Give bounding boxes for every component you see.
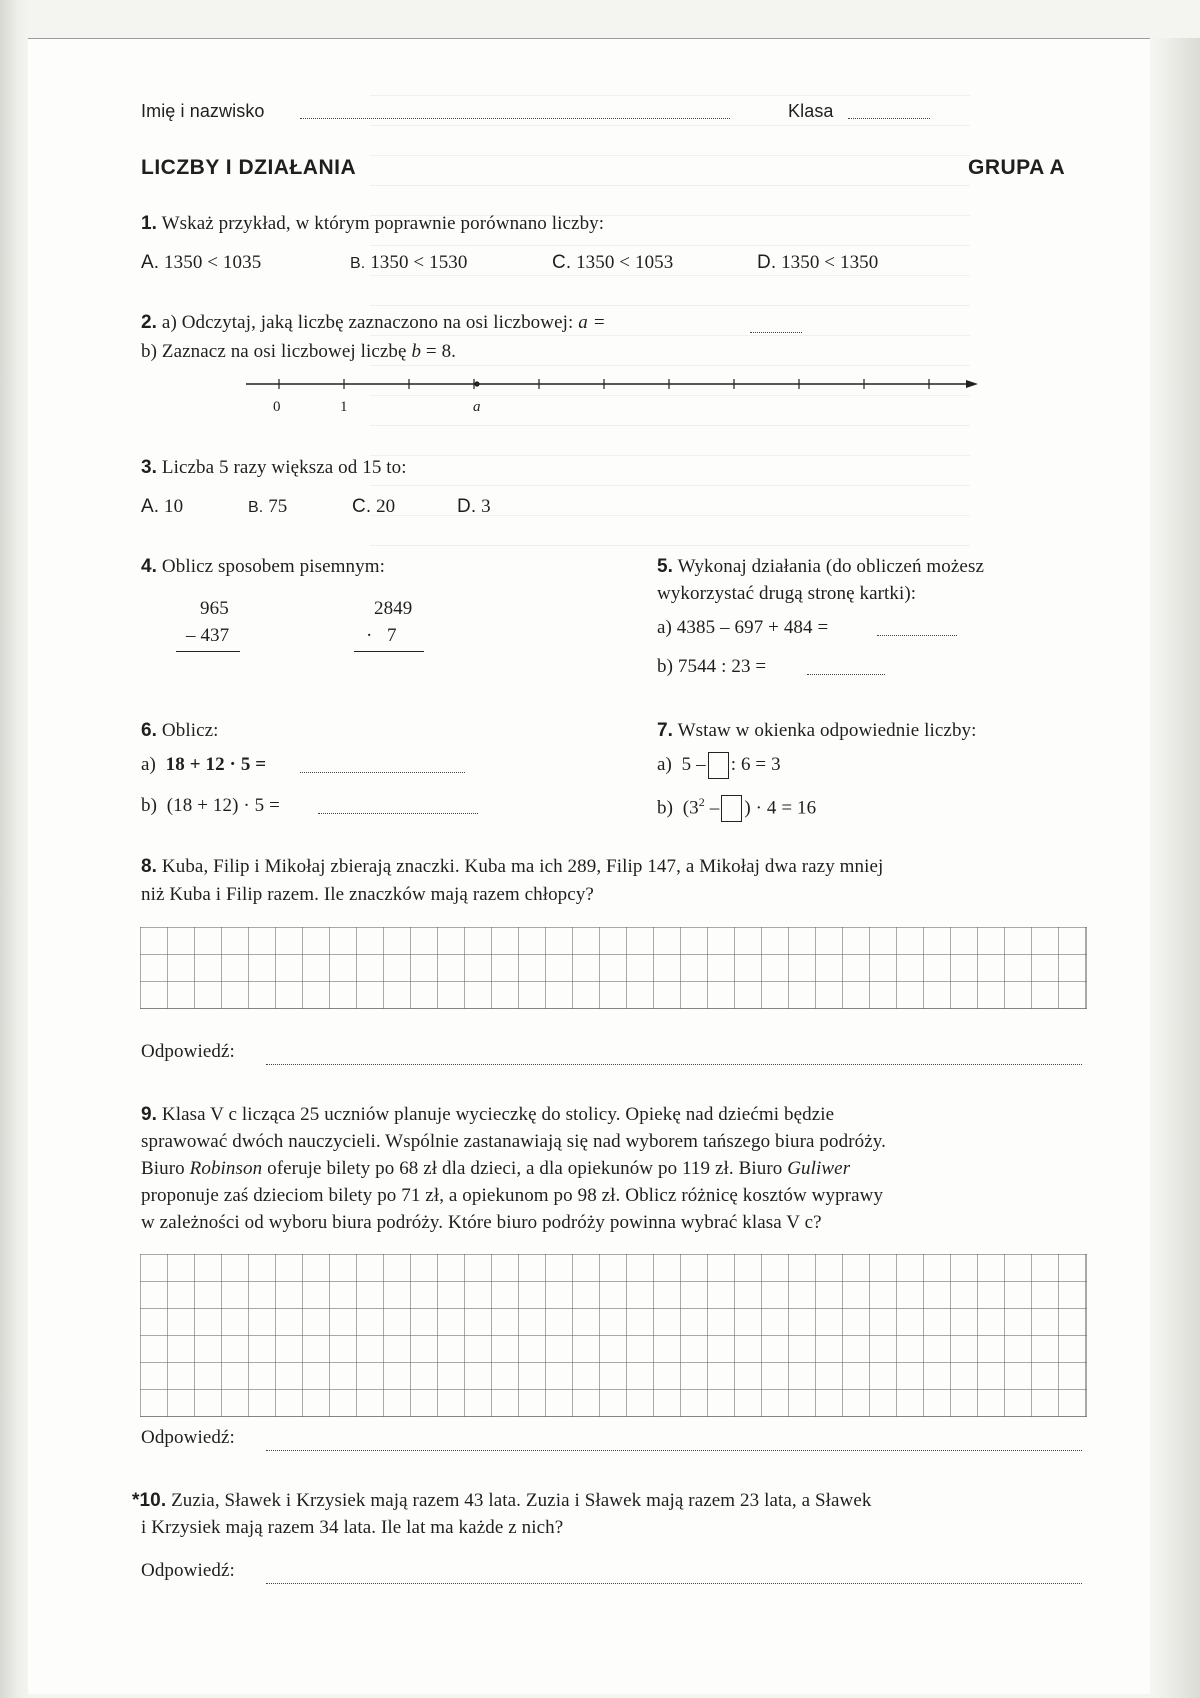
q6-expression-b: b) (18 + 12) · 5 = [141, 795, 280, 816]
q7-equation-b: b) ($3^2$ – ) · 4 = 16 [657, 795, 816, 822]
question-2a: 2. a) Odczytaj, jaką liczbę zaznaczono na osi liczbowej: a = [141, 312, 606, 333]
name-label: Imię i nazwisko [141, 101, 265, 121]
q3-option-d[interactable]: D. 3 [457, 496, 491, 517]
q1-option-d[interactable]: D. 1350 < 1350 [757, 252, 879, 273]
page-edge-shadow [1150, 38, 1200, 1698]
page-title: LICZBY I DZIAŁANIA [141, 156, 357, 179]
question-9-line2: sprawować dwóch nauczycieli. Wspólnie zastanawiają się nad wyborem tańszego biura podróży. [141, 1131, 886, 1152]
q1-option-b[interactable]: B. 1350 < 1530 [350, 252, 468, 273]
q5-answer-b-field[interactable] [807, 660, 885, 675]
q2-answer-field[interactable] [750, 318, 802, 333]
question-8-line1: 8. Kuba, Filip i Mikołaj zbierają znaczki. Kuba ma ich 289, Filip 147, a Mikołaj dwa razy mniej [141, 856, 884, 877]
question-6: 6. Oblicz: [141, 720, 219, 741]
q9-working-grid[interactable] [140, 1254, 1087, 1417]
q10-answer-label: Odpowiedź: [141, 1560, 235, 1581]
subtraction-top: 965 [200, 598, 229, 619]
q5-answer-a-field[interactable] [877, 621, 957, 636]
question-9-line3: Biuro Robinson oferuje bilety po 68 zł dla dzieci, a dla opiekunów po 119 zł. Biuro Guliwer [141, 1158, 851, 1179]
axis-label-1: 1 [340, 399, 348, 415]
q3-option-b[interactable]: B. 75 [248, 496, 288, 517]
class-field[interactable] [848, 104, 930, 119]
multiplication-line [354, 651, 424, 652]
multiplication-result-field[interactable] [354, 656, 424, 678]
multiplication-bottom: · 7 [366, 625, 397, 646]
question-5-line1: 5. Wykonaj działania (do obliczeń możesz [657, 556, 984, 577]
multiplication-top: 2849 [374, 598, 413, 619]
axis-label-a: a [473, 399, 481, 415]
q7-box-b[interactable] [721, 795, 742, 822]
q6-answer-a-field[interactable] [300, 758, 465, 773]
q1-option-c[interactable]: C. 1350 < 1053 [552, 252, 674, 273]
q7-equation-a: a) 5 – : 6 = 3 [657, 752, 781, 779]
q1-option-a[interactable]: A. 1350 < 1035 [141, 252, 262, 273]
question-5-line2: wykorzystać drugą stronę kartki): [657, 583, 917, 604]
axis-label-0: 0 [273, 399, 281, 415]
question-8-line2: niż Kuba i Filip razem. Ile znaczków mają razem chłopcy? [141, 884, 594, 905]
q5-expression-b: b) 7544 : 23 = [657, 656, 767, 677]
question-text: Wskaż przykład, w którym poprawnie porównano liczby: [161, 213, 605, 234]
q3-option-c[interactable]: C. 20 [352, 496, 396, 517]
group-label: GRUPA A [968, 156, 1066, 179]
subtraction-result-field[interactable] [176, 656, 240, 678]
q7-box-a[interactable] [708, 752, 729, 779]
q8-answer-field[interactable] [266, 1050, 1082, 1065]
class-label: Klasa [788, 101, 834, 121]
subtraction-bottom: – 437 [186, 625, 230, 646]
q10-answer-field[interactable] [266, 1569, 1082, 1584]
question-3: 3. Liczba 5 razy większa od 15 to: [141, 457, 407, 478]
question-9-line5: w zależności od wyboru biura podróży. Które biuro podróży powinna wybrać klasa V c? [141, 1212, 822, 1233]
q6-expression-a: a) 18 + 12 · 5 = [141, 754, 267, 775]
number-line[interactable] [240, 372, 985, 396]
name-field[interactable] [300, 104, 730, 119]
q6-answer-b-field[interactable] [318, 799, 478, 814]
question-10-line2: i Krzysiek mają razem 34 lata. Ile lat ma każde z nich? [141, 1517, 564, 1538]
question-number: 1. [141, 213, 158, 234]
q9-answer-label: Odpowiedź: [141, 1427, 235, 1448]
question-9-line1: 9. Klasa V c licząca 25 uczniów planuje wycieczkę do stolicy. Opiekę nad dziećmi będzie [141, 1104, 835, 1125]
point-a-marker [474, 381, 479, 386]
q9-answer-field[interactable] [266, 1436, 1082, 1451]
question-1 [141, 213, 604, 235]
question-7: 7. Wstaw w okienka odpowiednie liczby: [657, 720, 977, 741]
q8-working-grid[interactable] [140, 927, 1087, 1009]
q8-answer-label: Odpowiedź: [141, 1041, 235, 1062]
question-2b: b) Zaznacz na osi liczbowej liczbę b = 8. [141, 341, 457, 362]
arrow-icon [966, 380, 978, 388]
question-10-line1: *10. Zuzia, Sławek i Krzysiek mają razem 43 lata. Zuzia i Sławek mają razem 23 lata, a Sławek [132, 1490, 872, 1511]
question-4: 4. Oblicz sposobem pisemnym: [141, 556, 385, 577]
q5-expression-a: a) 4385 – 697 + 484 = [657, 617, 829, 638]
subtraction-line [176, 651, 240, 652]
question-9-line4: proponuje zaś dzieciom bilety po 71 zł, a opiekunom po 98 zł. Oblicz różnicę kosztów wyprawy [141, 1185, 884, 1206]
q3-option-a[interactable]: A. 10 [141, 496, 184, 517]
